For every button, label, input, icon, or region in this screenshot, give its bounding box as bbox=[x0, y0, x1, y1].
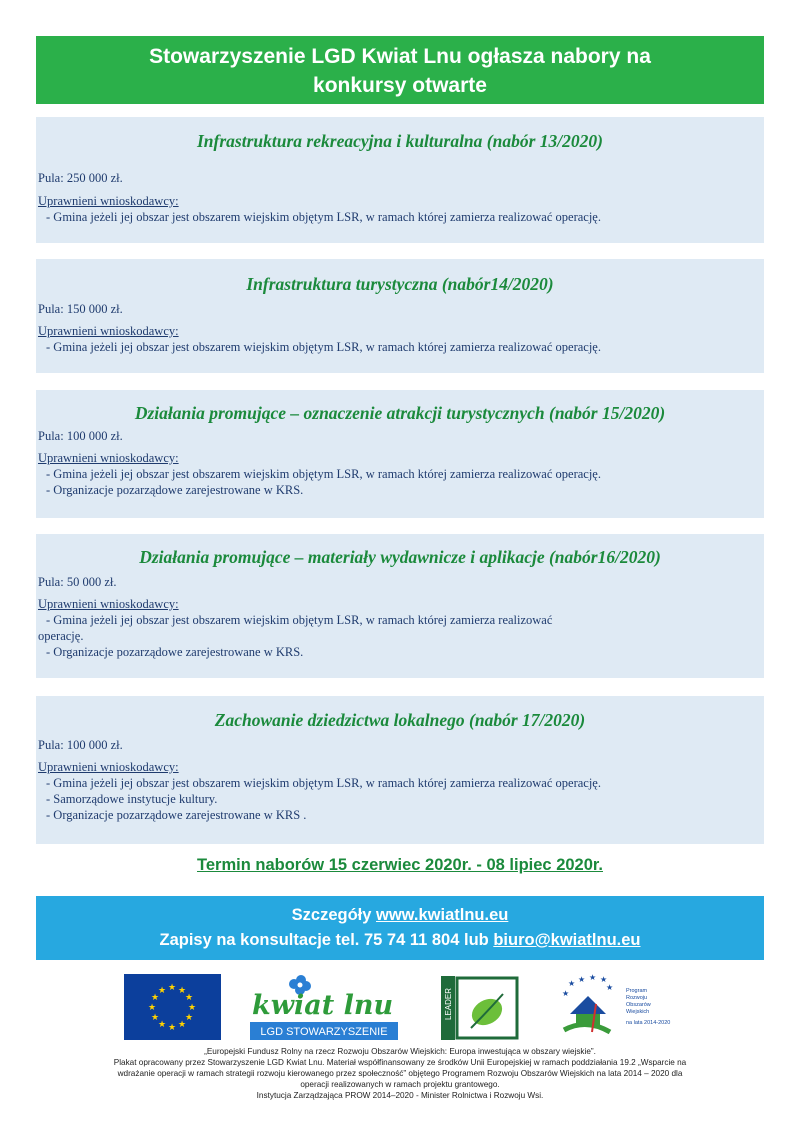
list-item: - Organizacje pozarządowe zarejestrowane w KRS. bbox=[46, 483, 304, 497]
svg-text:★: ★ bbox=[167, 983, 177, 993]
prow-text-4: Wiejskich bbox=[626, 1009, 650, 1015]
pula-amount: Pula: 100 000 zł. bbox=[38, 738, 123, 752]
svg-text:★: ★ bbox=[578, 975, 586, 984]
svg-text:★: ★ bbox=[184, 993, 194, 1003]
footer-legal bbox=[40, 1046, 760, 1101]
footer-line: operacji realizowanych w ramach projektu grantowego. bbox=[300, 1080, 500, 1089]
list-item: - Samorządowe instytucje kultury. bbox=[46, 792, 218, 806]
svg-text:★: ★ bbox=[600, 975, 608, 984]
list-item: - Organizacje pozarządowe zarejestrowane w KRS . bbox=[46, 808, 307, 822]
uprawnieni-label: Uprawnieni wnioskodawcy: bbox=[38, 451, 179, 465]
section-title: Infrastruktura turystyczna (nabór14/2020) bbox=[246, 274, 554, 294]
svg-text:★: ★ bbox=[562, 989, 570, 998]
svg-text:★: ★ bbox=[150, 1013, 160, 1023]
list-item: - Gmina jeżeli jej obszar jest obszarem wiejskim objętym LSR, w ramach której zamierza realizować bbox=[46, 613, 553, 627]
list-item: - Gmina jeżeli jej obszar jest obszarem wiejskim objętym LSR, w ramach której zamierza realizować operację. bbox=[46, 776, 601, 790]
svg-text:★: ★ bbox=[147, 1003, 157, 1013]
house-icon bbox=[570, 996, 606, 1014]
header-title-line-2: konkursy otwarte bbox=[313, 74, 487, 97]
prow-text-1: Program bbox=[626, 988, 648, 994]
footer-line: Instytucja Zarządzająca PROW 2014–2020 - Minister Rolnictwa i Rozwoju Wsi. bbox=[256, 1091, 544, 1100]
kwiat-lnu-wordmark: kwiat lnu bbox=[252, 990, 394, 1021]
svg-text:★: ★ bbox=[167, 1023, 177, 1033]
svg-text:★: ★ bbox=[157, 1020, 167, 1030]
termin-naborow: Termin naborów 15 czerwiec 2020r. - 08 lipiec 2020r. bbox=[197, 856, 603, 874]
logos-row bbox=[0, 974, 800, 1044]
svg-text:★: ★ bbox=[606, 983, 614, 992]
page-header bbox=[36, 36, 764, 104]
list-item: - Gmina jeżeli jej obszar jest obszarem wiejskim objętym LSR, w ramach której zamierza realizować operację. bbox=[46, 210, 601, 224]
list-item: - Organizacje pozarządowe zarejestrowane w KRS. bbox=[46, 645, 304, 659]
leader-text: LEADER bbox=[444, 987, 453, 1020]
eu-flag-logo bbox=[124, 974, 221, 1040]
consult-line bbox=[36, 928, 764, 953]
section-nabor-17 bbox=[36, 696, 764, 844]
svg-text:★: ★ bbox=[157, 986, 167, 996]
prow-text-5: na lata 2014-2020 bbox=[626, 1020, 671, 1026]
footer-line: „Europejski Fundusz Rolny na rzecz Rozwoju Obszarów Wiejskich: Europa inwestująca w obszary wiejskie”. bbox=[204, 1047, 596, 1056]
uprawnieni-label: Uprawnieni wnioskodawcy: bbox=[38, 597, 179, 611]
section-title: Działania promujące – oznaczenie atrakcji turystycznych (nabór 15/2020) bbox=[134, 403, 666, 423]
svg-text:★: ★ bbox=[184, 1013, 194, 1023]
section-title: Infrastruktura rekreacyjna i kulturalna (nabór 13/2020) bbox=[197, 131, 603, 151]
leader-logo bbox=[441, 976, 521, 1040]
prow-text-2: Rozwoju bbox=[626, 995, 648, 1001]
section-title: Zachowanie dziedzictwa lokalnego (nabór 17/2020) bbox=[214, 710, 586, 730]
kwiat-lnu-logo bbox=[246, 974, 402, 1042]
section-nabor-15 bbox=[36, 390, 764, 518]
pula-amount: Pula: 150 000 zł. bbox=[38, 302, 123, 316]
details-label: Szczegóły bbox=[291, 906, 372, 924]
prow-logo bbox=[556, 974, 674, 1042]
svg-text:★: ★ bbox=[177, 1020, 187, 1030]
prow-text-3: Obszarów bbox=[626, 1002, 651, 1008]
svg-text:★: ★ bbox=[589, 974, 597, 982]
contact-box bbox=[36, 896, 764, 960]
svg-text:★: ★ bbox=[568, 979, 576, 988]
footer-line: Plakat opracowany przez Stowarzyszenie LGD Kwiat Lnu. Materiał współfinansowany ze środków Unii Europejskiej w ramach poddziałania 19.2 „Wsparcie na bbox=[113, 1058, 687, 1067]
pula-amount: Pula: 250 000 zł. bbox=[38, 171, 123, 185]
pula-amount: Pula: 50 000 zł. bbox=[38, 575, 117, 589]
kwiat-lnu-subtitle: LGD STOWARZYSZENIE bbox=[260, 1026, 388, 1038]
list-item: - Gmina jeżeli jej obszar jest obszarem wiejskim objętym LSR, w ramach której zamierza realizować operację. bbox=[46, 467, 601, 481]
header-title-line-1: Stowarzyszenie LGD Kwiat Lnu ogłasza nabory na bbox=[149, 45, 651, 68]
website-link[interactable]: www.kwiatlnu.eu bbox=[376, 906, 509, 924]
section-nabor-16 bbox=[36, 534, 764, 678]
uprawnieni-label: Uprawnieni wnioskodawcy: bbox=[38, 194, 179, 208]
details-line bbox=[36, 903, 764, 928]
email-link[interactable]: biuro@kwiatlnu.eu bbox=[493, 931, 641, 949]
svg-text:★: ★ bbox=[177, 986, 187, 996]
list-item: - Gmina jeżeli jej obszar jest obszarem wiejskim objętym LSR, w ramach której zamierza realizować operację. bbox=[46, 340, 601, 354]
section-title: Działania promujące – materiały wydawnicze i aplikacje (nabór16/2020) bbox=[139, 547, 661, 567]
svg-text:★: ★ bbox=[150, 993, 160, 1003]
section-nabor-13 bbox=[36, 117, 764, 243]
uprawnieni-label: Uprawnieni wnioskodawcy: bbox=[38, 760, 179, 774]
section-nabor-14 bbox=[36, 259, 764, 373]
footer-line: wdrażanie operacji w ramach strategii rozwoju kierowanego przez społeczność” objętego Programem Rozwoju Obszarów Wiejskich na lata 2014 – 2020 dla bbox=[117, 1069, 683, 1078]
svg-text:★: ★ bbox=[187, 1003, 197, 1013]
list-item: operację. bbox=[38, 629, 84, 643]
stars-icon bbox=[562, 974, 613, 998]
uprawnieni-label: Uprawnieni wnioskodawcy: bbox=[38, 324, 179, 338]
pula-amount: Pula: 100 000 zł. bbox=[38, 429, 123, 443]
phone-text: Zapisy na konsultacje tel. 75 74 11 804 lub bbox=[159, 931, 489, 949]
